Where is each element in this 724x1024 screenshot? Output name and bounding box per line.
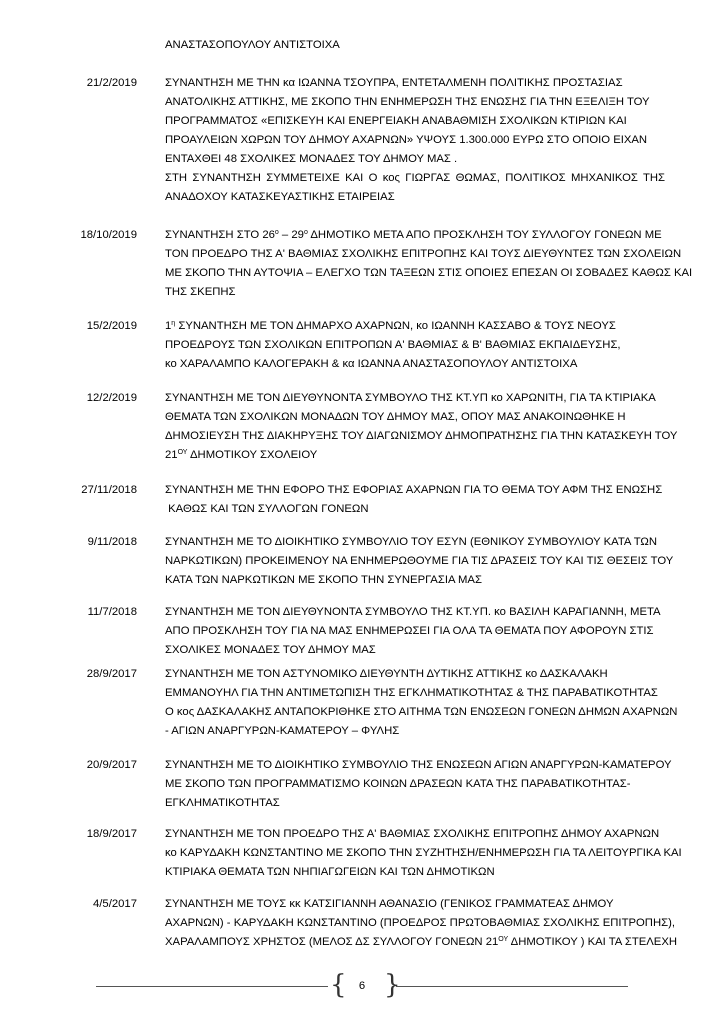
entry-body — [165, 665, 678, 741]
entry-line: ΤΗΣ ΣΚΕΠΗΣ — [165, 286, 236, 298]
entry-date: 20/9/2017 — [86, 759, 137, 771]
entry-line: ΣΥΝΑΝΤΗΣΗ ΜΕ ΤΗΝ κα ΙΩΑΝΝΑ ΤΣΟΥΠΡΑ, ΕΝΤΕΤΑΛΜΕΝΗ ΠΟΛΙΤΙΚΗΣ ΠΡΟΣΤΑΣΙΑΣ — [165, 77, 623, 89]
continuation-text: ΑΝΑΣΤΑΣΟΠΟΥΛΟΥ ΑΝΤΙΣΤΟΙΧΑ — [165, 39, 340, 51]
entry-line: ΜΕ ΣΚΟΠΟ ΤΩΝ ΠΡΟΓΡΑΜΜΑΤΙΣΜΟ ΚΟΙΝΩΝ ΔΡΑΣΕΩΝ ΚΑΤΑ ΤΗΣ ΠΑΡΑΒΑΤΙΚΟΤΗΤΑΣ- — [165, 778, 631, 790]
entry-line: ΣΥΝΑΝΤΗΣΗ ΜΕ ΤΟΝ ΔΙΕΥΘΥΝΟΝΤΑ ΣΥΜΒΟΥΛΟ ΤΗΣ ΚΤ.ΥΠ. κο ΒΑΣΙΛΗ ΚΑΡΑΓΙΑΝΝΗ, ΜΕΤΑ — [165, 606, 661, 618]
entry-body — [165, 825, 682, 882]
entry-line: ΚΑΘΩΣ ΚΑΙ ΤΩΝ ΣΥΛΛΟΓΩΝ ΓΟΝΕΩΝ — [165, 503, 369, 515]
entry-line: ΣΥΝΑΝΤΗΣΗ ΜΕ ΤΟΝ ΠΡΟΕΔΡΟ ΤΗΣ Α' ΒΑΘΜΙΑΣ ΣΧΟΛΙΚΗΣ ΕΠΙΤΡΟΠΗΣ ΔΗΜΟΥ ΑΧΑΡΝΩΝ — [165, 828, 660, 840]
entry-line: ΠΡΟΕΔΡΟΥΣ ΤΩΝ ΣΧΟΛΙΚΩΝ ΕΠΙΤΡΟΠΩΝ Α' ΒΑΘΜΙΑΣ & Β' ΒΑΘΜΙΑΣ ΕΚΠΑΙΔΕΥΣΗΣ, — [165, 339, 621, 351]
entry-date: 15/2/2019 — [86, 320, 137, 332]
entry-line: ΧΑΡΑΛΑΜΠΟΥΣ ΧΡΗΣΤΟΣ (ΜΕΛΟΣ ΔΣ ΣΥΛΛΟΓΟΥ ΓΟΝΕΩΝ $21^{O\Upsilon}$ ΔΗΜΟΤΙΚΟΥ ) ΚΑΙ ΤΑ ΣΤΕΛΕΧΗ — [165, 936, 678, 948]
page-number: 6 — [358, 980, 366, 992]
entry-line: ΣΥΝΑΝΤΗΣΗ ΜΕ ΤΟΝ ΔΙΕΥΘΥΝΟΝΤΑ ΣΥΜΒΟΥΛΟ ΤΗΣ ΚΤ.ΥΠ κο ΧΑΡΩΝΙΤΗ, ΓΙΑ ΤΑ ΚΤΙΡΙΑΚΑ — [165, 392, 656, 404]
entry-line: - ΑΓΙΩΝ ΑΝΑΡΓΥΡΩΝ-ΚΑΜΑΤΕΡΟΥ – ΦΥΛΗΣ — [165, 725, 400, 737]
footer-divider — [96, 986, 328, 987]
entry-line: ΜΕ ΣΚΟΠΟ ΤΗΝ ΑΥΤΟΨΙΑ – ΕΛΕΓΧΟ ΤΩΝ ΤΑΞΕΩΝ ΣΤΙΣ ΟΠΟΙΕΣ ΕΠΕΣΑΝ ΟΙ ΣΟΒΑΔΕΣ ΚΑΘΩΣ ΚΑΙ — [165, 267, 693, 279]
entry-line: κο ΧΑΡΑΛΑΜΠΟ ΚΑΛΟΓΕΡΑΚΗ & κα ΙΩΑΝΝΑ ΑΝΑΣΤΑΣΟΠΟΥΛΟΥ ΑΝΤΙΣΤΟΙΧΑ — [165, 358, 578, 370]
entry-line: Ο κος ΔΑΣΚΑΛΑΚΗΣ ΑΝΤΑΠΟΚΡΙΘΗΚΕ ΣΤΟ ΑΙΤΗΜΑ ΤΩΝ ΕΝΩΣΕΩΝ ΓΟΝΕΩΝ ΔΗΜΩΝ ΑΧΑΡΝΩΝ — [165, 706, 678, 718]
entry-line: ΚΤΙΡΙΑΚΑ ΘΕΜΑΤΑ ΤΩΝ ΝΗΠΙΑΓΩΓΕΙΩΝ ΚΑΙ ΤΩΝ ΔΗΜΟΤΙΚΩΝ — [165, 866, 495, 878]
left-brace-icon: { — [330, 970, 347, 1000]
entry-line: ΕΝΤΑΧΘΕΙ 48 ΣΧΟΛΙΚΕΣ ΜΟΝΑΔΕΣ ΤΟΥ ΔΗΜΟΥ ΜΑΣ . — [165, 153, 458, 165]
entry-date: 11/7/2018 — [87, 606, 137, 618]
right-brace-icon: } — [384, 970, 401, 1000]
page-footer — [0, 972, 724, 1002]
footer-divider — [396, 986, 628, 987]
entry-line: ΤΟΝ ΠΡΟΕΔΡΟ ΤΗΣ Α' ΒΑΘΜΙΑΣ ΣΧΟΛΙΚΗΣ ΕΠΙΤΡΟΠΗΣ ΚΑΙ ΤΟΥΣ ΔΙΕΥΘΥΝΤΕΣ ΤΩΝ ΣΧΟΛΕΙΩΝ — [165, 248, 682, 260]
entry-line: ΣΥΝΑΝΤΗΣΗ ΜΕ ΤΟ ΔΙΟΙΚΗΤΙΚΟ ΣΥΜΒΟΥΛΙΟ ΤΗΣ ΕΝΩΣΕΩΝ ΑΓΙΩΝ ΑΝΑΡΓΥΡΩΝ-ΚΑΜΑΤΕΡΟΥ — [165, 759, 672, 771]
entry-body — [165, 895, 678, 952]
entry-date: 27/11/2018 — [81, 484, 137, 496]
entry-body — [165, 603, 665, 660]
entry-body — [165, 226, 693, 302]
entry-body — [165, 74, 665, 207]
entry-line: ΚΑΤΑ ΤΩΝ ΝΑΡΚΩΤΙΚΩΝ ΜΕ ΣΚΟΠΟ ΤΗΝ ΣΥΝΕΡΓΑΣΙΑ ΜΑΣ — [165, 574, 482, 586]
entry-line: ΑΝΑΔΟΧΟΥ ΚΑΤΑΣΚΕΥΑΣΤΙΚΗΣ ΕΤΑΙΡΕΙΑΣ — [165, 191, 395, 203]
entry-body — [165, 481, 665, 519]
entry-date: 9/11/2018 — [87, 536, 137, 548]
entry-line: ΑΝΑΤΟΛΙΚΗΣ ΑΤΤΙΚΗΣ, ΜΕ ΣΚΟΠΟ ΤΗΝ ΕΝΗΜΕΡΩΣΗ ΤΗΣ ΕΝΩΣΗΣ ΓΙΑ ΤΗΝ ΕΞΕΛΙΞΗ ΤΟΥ — [165, 96, 650, 108]
entry-date: 28/9/2017 — [86, 668, 137, 680]
entry-date: 12/2/2019 — [86, 392, 137, 404]
entry-line: ΝΑΡΚΩΤΙΚΩΝ) ΠΡΟΚΕΙΜΕΝΟΥ ΝΑ ΕΝΗΜΕΡΩΘΟΥΜΕ ΓΙΑ ΤΙΣ ΔΡΑΣΕΙΣ ΤΟΥ ΚΑΙ ΤΙΣ ΘΕΣΕΙΣ ΤΟΥ — [165, 555, 674, 567]
entry-line: κο ΚΑΡΥΔΑΚΗ ΚΩΝΣΤΑΝΤΙΝΟ ΜΕ ΣΚΟΠΟ ΤΗΝ ΣΥΖΗΤΗΣΗ/ΕΝΗΜΕΡΩΣΗ ΓΙΑ ΤΑ ΛΕΙΤΟΥΡΓΙΚΑ ΚΑΙ — [165, 847, 682, 859]
entry-line: ΘΕΜΑΤΑ ΤΩΝ ΣΧΟΛΙΚΩΝ ΜΟΝΑΔΩΝ ΤΟΥ ΔΗΜΟΥ ΜΑΣ, ΟΠΟΥ ΜΑΣ ΑΝΑΚΟΙΝΩΘΗΚΕ Η — [165, 411, 626, 423]
entry-line: ΣΧΟΛΙΚΕΣ ΜΟΝΑΔΕΣ ΤΟΥ ΔΗΜΟΥ ΜΑΣ — [165, 644, 376, 656]
entry-line: ΠΡΟΓΡΑΜΜΑΤΟΣ «ΕΠΙΣΚΕΥΗ ΚΑΙ ΕΝΕΡΓΕΙΑΚΗ ΑΝΑΒΑΘΜΙΣΗ ΣΧΟΛΙΚΩΝ ΚΤΙΡΙΩΝ ΚΑΙ — [165, 115, 627, 127]
entry-body — [165, 317, 665, 374]
entry-line: ΑΧΑΡΝΩΝ) - ΚΑΡΥΔΑΚΗ ΚΩΝΣΤΑΝΤΙΝΟ (ΠΡΟΕΔΡΟΣ ΠΡΩΤΟΒΑΘΜΙΑΣ ΣΧΟΛΙΚΗΣ ΕΠΙΤΡΟΠΗΣ), — [165, 917, 675, 929]
entry-line: ΣΥΝΑΝΤΗΣΗ ΜΕ ΤΟΝ ΑΣΤΥΝΟΜΙΚΟ ΔΙΕΥΘΥΝΤΗ ΔΥΤΙΚΗΣ ΑΤΤΙΚΗΣ κο ΔΑΣΚΑΛΑΚΗ — [165, 668, 608, 680]
entry-line: ΔΗΜΟΣΙΕΥΣΗ ΤΗΣ ΔΙΑΚΗΡΥΞΗΣ ΤΟΥ ΔΙΑΓΩΝΙΣΜΟΥ ΔΗΜΟΠΡΑΤΗΣΗΣ ΓΙΑ ΤΗΝ ΚΑΤΑΣΚΕΥΗ ΤΟΥ — [165, 430, 678, 442]
entry-line: ΣΤΗ ΣΥΝΑΝΤΗΣΗ ΣΥΜΜΕΤΕΙΧΕ ΚΑΙ Ο κος ΓΙΩΡΓΑΣ ΘΩΜΑΣ, ΠΟΛΙΤΙΚΟΣ ΜΗΧΑΝΙΚΟΣ ΤΗΣ — [165, 172, 665, 184]
entry-line: ΣΥΝΑΝΤΗΣΗ ΜΕ ΤΟΥΣ κκ ΚΑΤΣΙΓΙΑΝΝΗ ΑΘΑΝΑΣΙΟ (ΓΕΝΙΚΟΣ ΓΡΑΜΜΑΤΕΑΣ ΔΗΜΟΥ — [165, 898, 614, 910]
entry-date: 18/9/2017 — [86, 828, 137, 840]
entry-body — [165, 533, 674, 590]
entry-line: ΕΓΚΛΗΜΑΤΙΚΟΤΗΤΑΣ — [165, 797, 280, 809]
entry-line: ΑΠΟ ΠΡΟΣΚΛΗΣΗ ΤΟΥ ΓΙΑ ΝΑ ΜΑΣ ΕΝΗΜΕΡΩΣΕΙ ΓΙΑ ΟΛΑ ΤΑ ΘΕΜΑΤΑ ΠΟΥ ΑΦΟΡΟΥΝ ΣΤΙΣ — [165, 625, 654, 637]
entry-body — [165, 389, 678, 465]
entry-line: ΣΥΝΑΝΤΗΣΗ ΜΕ ΤΟ ΔΙΟΙΚΗΤΙΚΟ ΣΥΜΒΟΥΛΙΟ ΤΟΥ ΕΣΥΝ (ΕΘΝΙΚΟΥ ΣΥΜΒΟΥΛΙΟΥ ΚΑΤΑ ΤΩΝ — [165, 536, 658, 548]
entry-line: ΠΡΟΑΥΛΕΙΩΝ ΧΩΡΩΝ ΤΟΥ ΔΗΜΟΥ ΑΧΑΡΝΩΝ» ΥΨΟΥΣ 1.300.000 ΕΥΡΩ ΣΤΟ ΟΠΟΙΟ ΕΙΧΑΝ — [165, 134, 648, 146]
entry-date: 21/2/2019 — [86, 77, 137, 89]
entry-line: ΣΥΝΑΝΤΗΣΗ ΣΤΟ $26^o - 29^o$ ΔΗΜΟΤΙΚΟ ΜΕΤΑ ΑΠΟ ΠΡΟΣΚΛΗΣΗ ΤΟΥ ΣΥΛΛΟΓΟΥ ΓΟΝΕΩΝ ΜΕ — [165, 229, 662, 241]
entry-line: ΣΥΝΑΝΤΗΣΗ ΜΕ ΤΗΝ ΕΦΟΡΟ ΤΗΣ ΕΦΟΡΙΑΣ ΑΧΑΡΝΩΝ ΓΙΑ ΤΟ ΘΕΜΑ ΤΟΥ ΑΦΜ ΤΗΣ ΕΝΩΣΗΣ — [165, 484, 663, 496]
entry-line: $1^\eta$ ΣΥΝΑΝΤΗΣΗ ΜΕ ΤΟΝ ΔΗΜΑΡΧΟ ΑΧΑΡΝΩΝ, κο ΙΩΑΝΝΗ ΚΑΣΣΑΒΟ & ΤΟΥΣ ΝΕΟΥΣ — [165, 320, 616, 332]
entry-line: $21^{O\Upsilon}$ ΔΗΜΟΤΙΚΟΥ ΣΧΟΛΕΙΟΥ — [165, 449, 318, 461]
entry-body — [165, 756, 672, 813]
entry-line: ΕΜΜΑΝΟΥΗΛ ΓΙΑ ΤΗΝ ΑΝΤΙΜΕΤΩΠΙΣΗ ΤΗΣ ΕΓΚΛΗΜΑΤΙΚΟΤΗΤΑΣ & ΤΗΣ ΠΑΡΑΒΑΤΙΚΟΤΗΤΑΣ — [165, 687, 658, 699]
entry-date: 18/10/2019 — [80, 229, 137, 241]
entry-date: 4/5/2017 — [93, 898, 137, 910]
